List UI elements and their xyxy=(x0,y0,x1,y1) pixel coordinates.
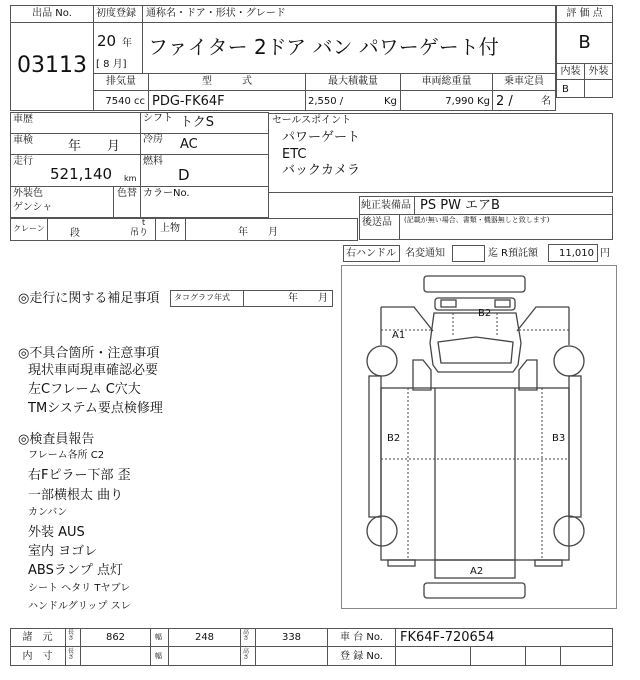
width-value: 248 xyxy=(194,632,215,643)
body-label: 上物 xyxy=(160,223,180,234)
shift-label: シフト xyxy=(143,113,173,124)
damage-mark-left-side: B2 xyxy=(387,433,401,444)
reg-divider xyxy=(470,647,526,666)
length-label: 長さ xyxy=(68,629,75,642)
sales-points-label: セールスポイント xyxy=(272,115,352,126)
defects-title: ◎不具合箇所・注意事項 xyxy=(18,346,160,361)
reg-divider xyxy=(560,647,561,666)
mileage-label: 走行 xyxy=(13,156,33,167)
year-unit: 年 xyxy=(122,38,132,49)
name-label: 通称名・ドア・形状・グレード xyxy=(146,8,286,19)
interior-score: B xyxy=(562,84,569,95)
height-label: 高さ xyxy=(243,629,250,642)
inspection-value: 年 月 xyxy=(68,139,121,154)
inspector-item: ABSランプ 点灯 xyxy=(28,563,123,578)
length-label: 長さ xyxy=(68,648,75,661)
crane-t: t xyxy=(142,218,146,227)
divider xyxy=(268,112,269,218)
chassis-number: FK64F-720654 xyxy=(400,630,495,645)
yen-label: 円 xyxy=(600,248,610,259)
equipment-value: PS PW エアB xyxy=(420,198,500,213)
displacement-label: 排気量 xyxy=(106,76,136,87)
inspector-item: カンバン xyxy=(28,507,68,518)
later-label: 後送品 xyxy=(362,217,392,228)
until-label: 迄 xyxy=(488,248,498,259)
tacho-label: タコグラフ年式 xyxy=(174,293,230,302)
name-change-box xyxy=(452,245,485,262)
inner-label: 内 寸 xyxy=(22,651,53,662)
fuel-value: D xyxy=(178,166,190,184)
ac-label: 冷房 xyxy=(143,134,163,145)
crane-stage: 段 xyxy=(70,228,80,239)
first-reg-month: [ 8 月] xyxy=(96,59,127,70)
gross-weight-label: 車両総重量 xyxy=(421,76,472,87)
max-load-unit: Kg xyxy=(384,96,397,107)
first-reg-label: 初度登録 xyxy=(96,8,136,19)
max-load-label: 最大積載量 xyxy=(328,76,378,87)
ac-value: AC xyxy=(180,137,198,152)
score-label: 評 価 点 xyxy=(566,8,603,19)
fuel-label: 燃料 xyxy=(143,156,163,167)
inspector-item: 右Fピラー下部 歪 xyxy=(28,468,131,483)
body-date: 年 月 xyxy=(238,227,278,238)
inspector-title: ◎検査員報告 xyxy=(18,432,95,447)
crane-label: クレーン xyxy=(13,224,45,233)
recycle-label: R預託額 xyxy=(501,248,538,259)
first-reg-year: 20 xyxy=(97,32,117,50)
tacho-value: 年 月 xyxy=(288,293,328,304)
damage-mark-right-side: B3 xyxy=(552,433,566,444)
defect-item: 現状車両現車確認必要 xyxy=(28,363,159,378)
later-note: (記載が無い場合、書類・機器無しと致します) xyxy=(404,216,550,224)
recycle-value: 11,010 xyxy=(559,248,594,259)
mileage-value: 521,140 xyxy=(50,165,113,183)
lot-number: 03113 xyxy=(17,53,87,78)
inspector-item: 室内 ヨゴレ xyxy=(28,544,98,559)
sales-point-item: ETC xyxy=(282,147,307,162)
color-no-label: カラーNo. xyxy=(143,188,190,199)
inspector-item: 外装 AUS xyxy=(28,525,85,540)
interior-label: 内装 xyxy=(560,66,581,77)
gross-weight-value: 7,990 Kg xyxy=(445,96,490,107)
inspector-item: フレーム各所 C2 xyxy=(28,450,105,461)
shift-value: トクS xyxy=(180,115,214,130)
driving-notes-title: ◎走行に関する補足事項 xyxy=(18,291,160,306)
defect-item: 左Cフレーム C穴大 xyxy=(28,382,141,397)
model-label: 型 式 xyxy=(202,76,252,87)
score-value: B xyxy=(578,32,591,53)
color-value: ゲンシャ xyxy=(13,202,53,213)
damage-mark-front: B2 xyxy=(478,308,492,319)
capacity-unit: 名 xyxy=(541,96,551,107)
name-change-label: 名変通知 xyxy=(405,248,445,259)
capacity-value: 2 / xyxy=(496,94,513,109)
inspector-item: ハンドルグリップ スレ xyxy=(28,601,131,612)
max-load-value: 2,550 / xyxy=(308,96,344,107)
displacement-value: 7540 cc xyxy=(105,96,145,107)
equipment-label: 純正装備品 xyxy=(361,200,411,211)
damage-mark-rear: A2 xyxy=(470,566,484,577)
width-label: 幅 xyxy=(155,633,162,641)
height-value: 338 xyxy=(281,632,302,643)
vehicle-name: ファイター 2ドア バン パワーゲート付 xyxy=(148,37,499,57)
dims-label: 諸 元 xyxy=(22,632,53,643)
damage-mark-front-left: A1 xyxy=(392,330,406,341)
rhd-label: 右ハンドル xyxy=(346,248,396,259)
crane-lift: 吊り xyxy=(130,228,149,238)
model-value: PDG-FK64F xyxy=(152,94,225,109)
inspection-label: 車検 xyxy=(13,135,33,146)
chassis-label: 車 台 No. xyxy=(340,632,383,643)
sales-point-item: バックカメラ xyxy=(282,163,361,178)
history-label: 車歴 xyxy=(13,114,33,125)
height-label: 高さ xyxy=(243,648,250,661)
mileage-unit: km xyxy=(124,174,137,183)
color-label: 外装色 xyxy=(13,188,43,199)
capacity-label: 乗車定員 xyxy=(504,76,544,87)
inspector-item: シート ヘタリ Tヤブレ xyxy=(28,583,131,594)
defect-item: TMシステム要点検修理 xyxy=(28,401,163,416)
width-label: 幅 xyxy=(155,652,162,660)
inspector-item: 一部横根太 曲り xyxy=(28,488,124,503)
reg-label: 登 録 No. xyxy=(340,651,383,662)
color-change-label: 色替 xyxy=(117,188,137,199)
lot-label: 出品 No. xyxy=(32,8,72,19)
length-value: 862 xyxy=(105,632,126,643)
sales-point-item: パワーゲート xyxy=(282,130,361,145)
exterior-label: 外装 xyxy=(588,66,609,77)
